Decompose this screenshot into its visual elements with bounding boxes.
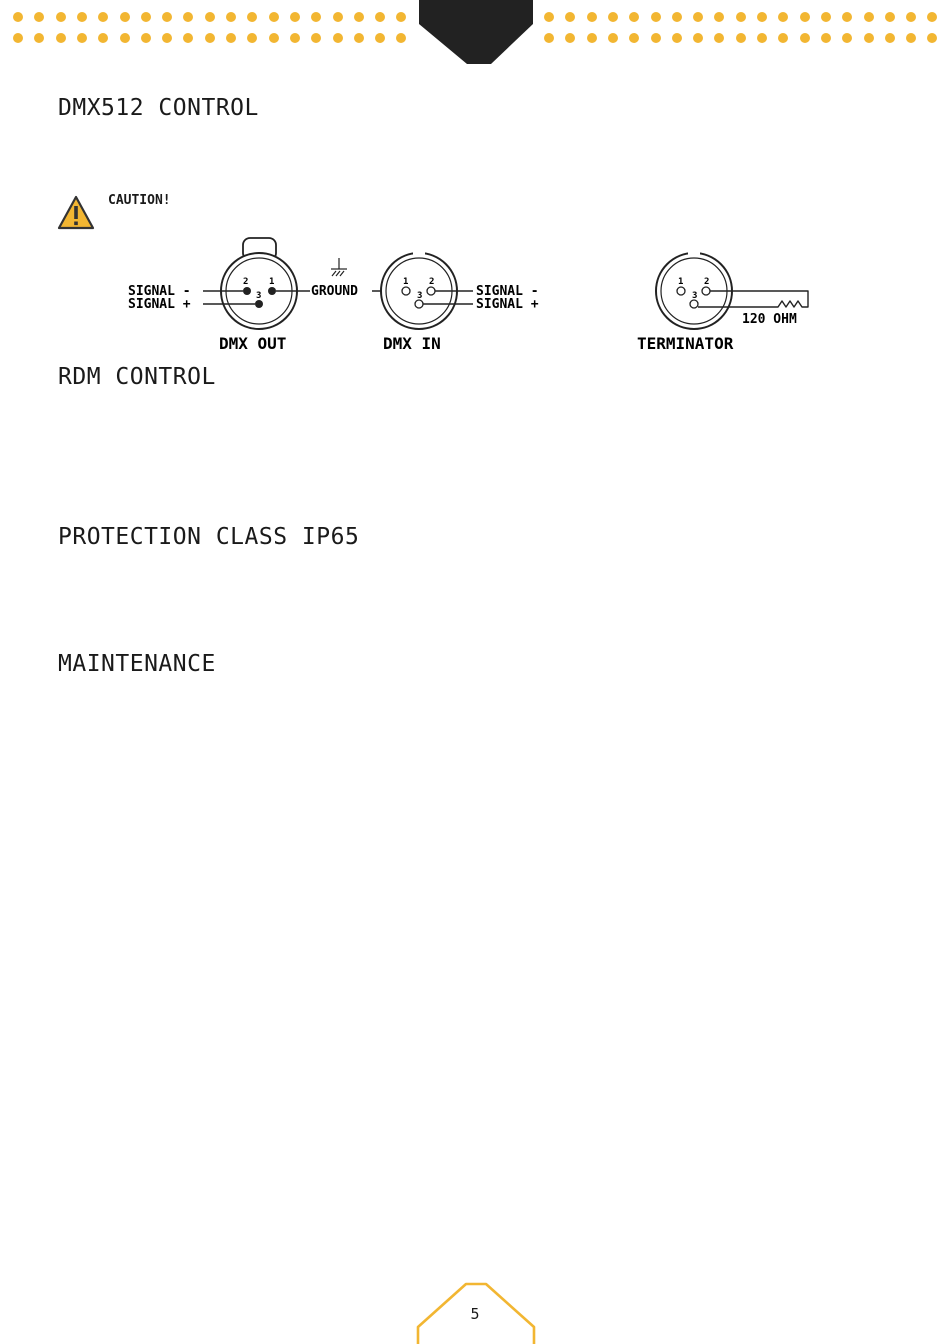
dmx-out-signal-plus: SIGNAL + [128,297,191,312]
header-dot [714,33,724,43]
header-dot [651,33,661,43]
header-dot [885,12,895,22]
header-dot [98,33,108,43]
header-dot [672,33,682,43]
header-dot [396,33,406,43]
ground-icon [331,258,347,276]
header-dot [693,33,703,43]
header-dot [757,33,767,43]
header-dot [226,12,236,22]
header-dot [800,12,810,22]
header-dot [269,12,279,22]
header-dot [778,33,788,43]
header-dot [714,12,724,22]
dmx-in-pin3: 3 [417,291,423,301]
header-dot [34,33,44,43]
dmx-out-label: DMX OUT [219,334,287,353]
dmx-out-signal-minus: SIGNAL - [128,284,191,299]
header-tab-shape [419,0,533,64]
header-dot [354,33,364,43]
dmx-in-pin1: 1 [403,277,409,287]
header-dot [375,12,385,22]
ground-label: GROUND [311,284,358,299]
header-dot [311,12,321,22]
header-dot [757,12,767,22]
header-dot [693,12,703,22]
header-dot [333,12,343,22]
terminator-label: TERMINATOR [637,334,734,353]
header-dot [778,12,788,22]
header-dot [141,12,151,22]
warning-triangle-icon [57,195,95,231]
header-dot [885,33,895,43]
header-dot [205,33,215,43]
header-dot [906,33,916,43]
header-dot [608,33,618,43]
header-dot [183,33,193,43]
header-dot [13,33,23,43]
header-dot [98,12,108,22]
header-dot [800,33,810,43]
header-dot [354,12,364,22]
header-dot [544,33,554,43]
header-dot [34,12,44,22]
header-dot [311,33,321,43]
header-dot [247,12,257,22]
header-dot [842,12,852,22]
header-dot [927,12,937,22]
dmx-out-pin1: 1 [269,277,275,287]
header-dot [375,33,385,43]
header-dot [544,12,554,22]
header-dot [247,33,257,43]
header-dot [269,33,279,43]
header-dot [120,12,130,22]
header-tab [419,0,535,66]
header-dot [736,12,746,22]
header-dot [608,12,618,22]
terminator-pin2: 2 [704,277,710,287]
header-dot [162,33,172,43]
dmx-out-pin2: 2 [243,277,249,287]
header-dot [906,12,916,22]
header-dot [77,33,87,43]
caution-label: CAUTION! [108,193,171,208]
header-dot [120,33,130,43]
header-dot [56,12,66,22]
header-dot [864,33,874,43]
dmx-out-connector [221,238,297,329]
terminator-pin3: 3 [692,291,698,301]
resistor-label: 120 OHM [742,312,797,327]
header-dot [205,12,215,22]
section-title-protection: PROTECTION CLASS IP65 [58,524,360,550]
dmx-in-label: DMX IN [383,334,441,353]
dmx-in-signal-plus: SIGNAL + [476,297,539,312]
header-dot [290,33,300,43]
section-title-maintenance: MAINTENANCE [58,651,216,677]
header-dot [629,12,639,22]
terminator-pin1: 1 [678,277,684,287]
page-number: 5 [470,1305,480,1323]
header-dot [842,33,852,43]
dmx-out-pin3: 3 [256,291,262,301]
header-dot [736,33,746,43]
header-dot [77,12,87,22]
header-dot [672,12,682,22]
dmx-wiring-diagram [118,232,818,360]
dmx-in-signal-minus: SIGNAL - [476,284,539,299]
terminator-connector [656,250,732,329]
header-dot [183,12,193,22]
header-dot [162,12,172,22]
header-dot [226,33,236,43]
section-title-rdm: RDM CONTROL [58,364,216,390]
header-dot [565,12,575,22]
header-dot [821,33,831,43]
header-dot [13,12,23,22]
header-dot [821,12,831,22]
section-title-dmx512: DMX512 CONTROL [58,95,259,121]
header-dot [629,33,639,43]
header-dot [565,33,575,43]
header-dot [651,12,661,22]
header-dot [141,33,151,43]
dmx-in-pin2: 2 [429,277,435,287]
header-dot [927,33,937,43]
header-dot [333,33,343,43]
header-dot [396,12,406,22]
header-dot [56,33,66,43]
header-dot [290,12,300,22]
dmx-in-connector [381,250,457,329]
header-dot [587,33,597,43]
header-dot [587,12,597,22]
header-dot [864,12,874,22]
